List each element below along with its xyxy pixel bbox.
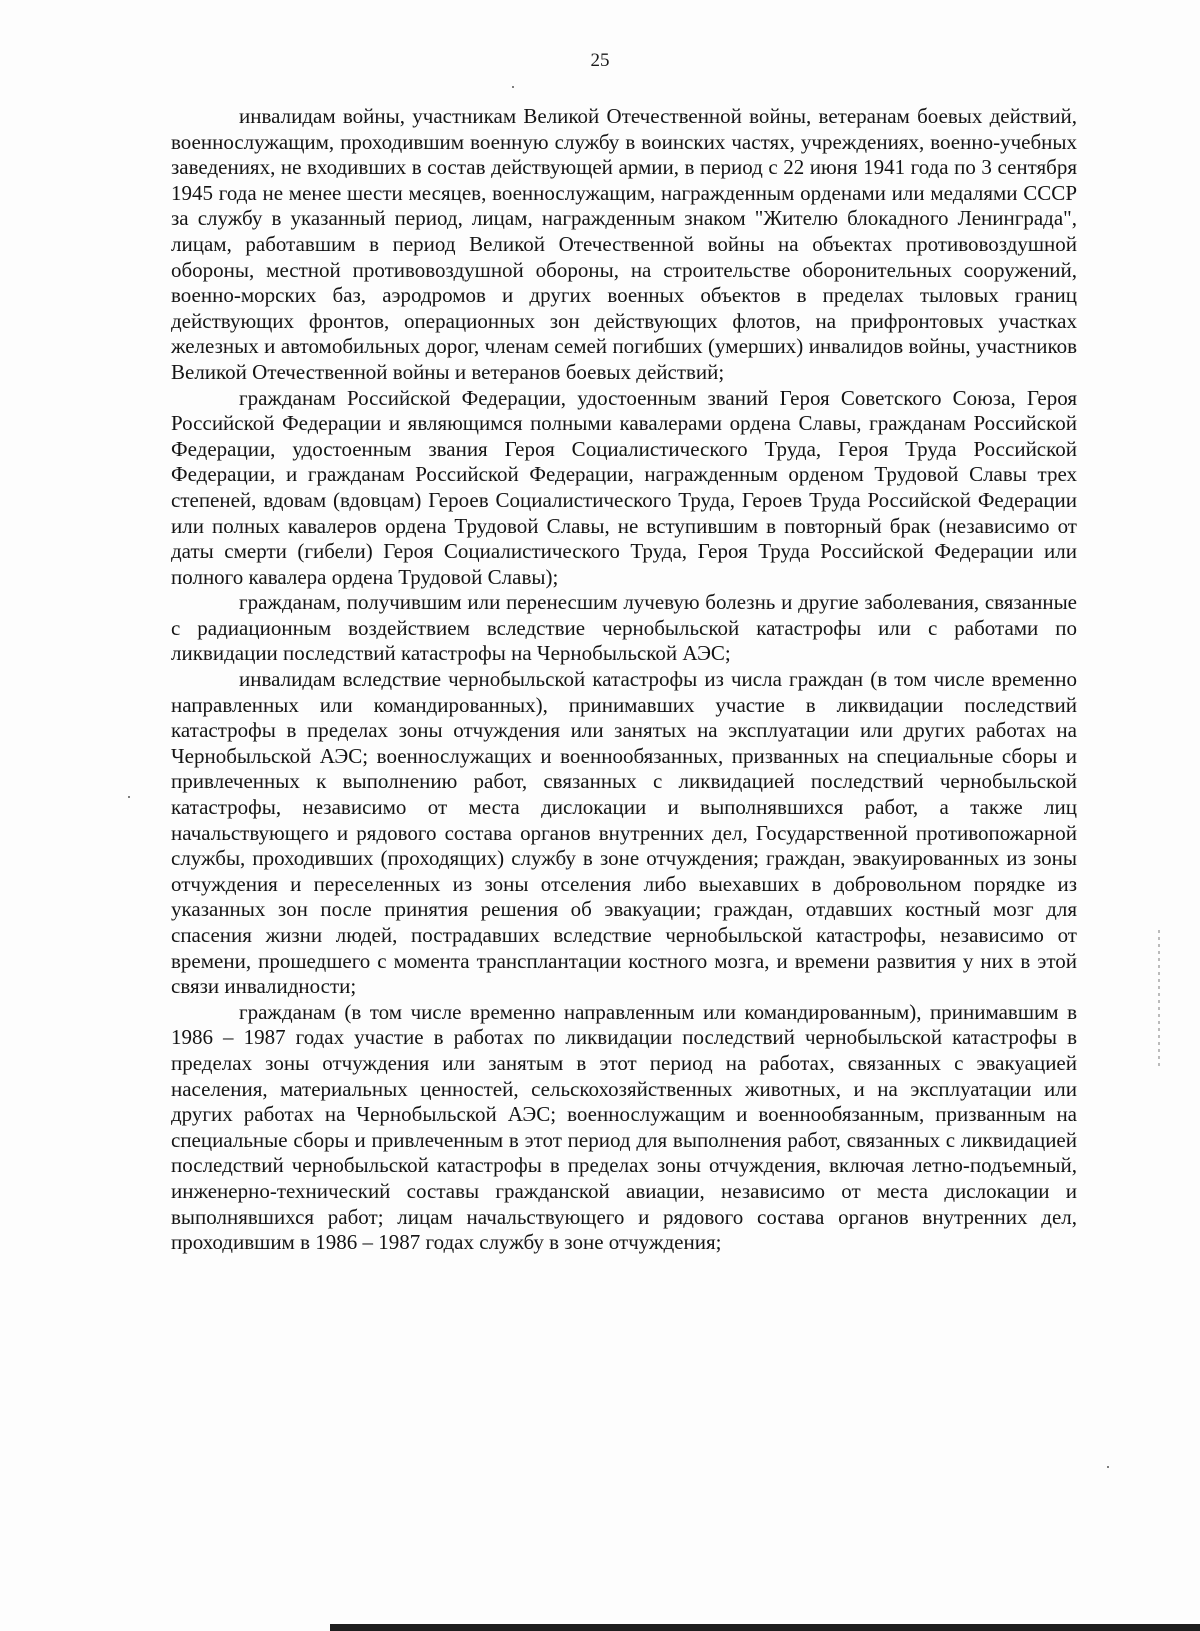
- scan-speck: [128, 796, 130, 798]
- scan-bottom-edge: [330, 1624, 1200, 1631]
- document-body: [171, 104, 1077, 1256]
- paragraph-radiation-illness: гражданам, получившим или перенесшим лучевую болезнь и другие заболевания, связанные с радиационным воздействием вследствие чернобыльской катастрофы или с работами по ликвидации последствий катастрофы на Чернобыльской АЭС;: [171, 590, 1077, 666]
- paragraph-heroes: гражданам Российской Федерации, удостоенным званий Героя Советского Союза, Героя Российской Федерации и являющимся полными кавалерами ордена Славы, гражданам Российской Федерации, удостоенным звания Героя Социалистического Труда, Героя Труда Российской Федерации, и гражданам Российской Федерации, награжденным орденом Трудовой Славы трех степеней, вдовам (вдовцам) Героев Социалистического Труда, Героев Труда Российской Федерации или полных кавалеров ордена Трудовой Славы, не вступившим в повторный брак (независимо от даты смерти (гибели) Героя Социалистического Труда, Героя Труда Российской Федерации или полного кавалера ордена Трудовой Славы);: [171, 385, 1077, 589]
- scan-edge-artifact: [1158, 930, 1160, 1070]
- scan-speck: [512, 86, 514, 88]
- scan-speck: [1107, 1466, 1109, 1468]
- page-number: 25: [590, 50, 610, 71]
- paragraph-chernobyl-disabled: инвалидам вследствие чернобыльской катастрофы из числа граждан (в том числе временно направленных или командированных), принимавших участие в ликвидации последствий катастрофы в пределах зоны отчуждения или занятых на эксплуатации или других работах на Чернобыльской АЭС; военнослужащих и военнообязанных, призванных на специальные сборы и привлеченных к выполнению работ, связанных с ликвидацией последствий чернобыльской катастрофы, независимо от места дислокации и выполнявшихся работ, а также лиц начальствующего и рядового состава органов внутренних дел, Государственной противопожарной службы, проходивших (проходящих) службу в зоне отчуждения; граждан, эвакуированных из зоны отчуждения и переселенных из зоны отселения либо выехавших в добровольном порядке из указанных зон после принятия решения об эвакуации; граждан, отдавших костный мозг для спасения жизни людей, пострадавших вследствие чернобыльской катастрофы, независимо от времени, прошедшего с момента трансплантации костного мозга, и времени развития у них в этой связи инвалидности;: [171, 667, 1077, 999]
- paragraph-war-veterans: инвалидам войны, участникам Великой Отечественной войны, ветеранам боевых действий, военнослужащим, проходившим военную службу в воинских частях, учреждениях, военно-учебных заведениях, не входивших в состав действующей армии, в период с 22 июня 1941 года по 3 сентября 1945 года не менее шести месяцев, военнослужащим, награжденным орденами или медалями СССР за службу в указанный период, лицам, награжденным знаком "Жителю блокадного Ленинграда", лицам, работавшим в период Великой Отечественной войны на объектах противовоздушной обороны, местной противовоздушной обороны, на строительстве оборонительных сооружений, военно-морских баз, аэродромов и других военных объектов в пределах тыловых границ действующих фронтов, операционных зон действующих флотов, на прифронтовых участках железных и автомобильных дорог, членам семей погибших (умерших) инвалидов войны, участников Великой Отечественной войны и ветеранов боевых действий;: [171, 104, 1077, 384]
- paragraph-chernobyl-liquidators: гражданам (в том числе временно направленным или командированным), принимавшим в 1986 – 1987 годах участие в работах по ликвидации последствий чернобыльской катастрофы в пределах зоны отчуждения или занятым в этот период на работах, связанных с эвакуацией населения, материальных ценностей, сельскохозяйственных животных, и на эксплуатации или других работах на Чернобыльской АЭС; военнослужащим и военнообязанным, призванным на специальные сборы и привлеченным в этот период для выполнения работ, связанных с ликвидацией последствий чернобыльской катастрофы в пределах зоны отчуждения, включая летно-подъемный, инженерно-технический составы гражданской авиации, независимо от места дислокации и выполнявшихся работ; лицам начальствующего и рядового состава органов внутренних дел, проходившим в 1986 – 1987 годах службу в зоне отчуждения;: [171, 999, 1077, 1255]
